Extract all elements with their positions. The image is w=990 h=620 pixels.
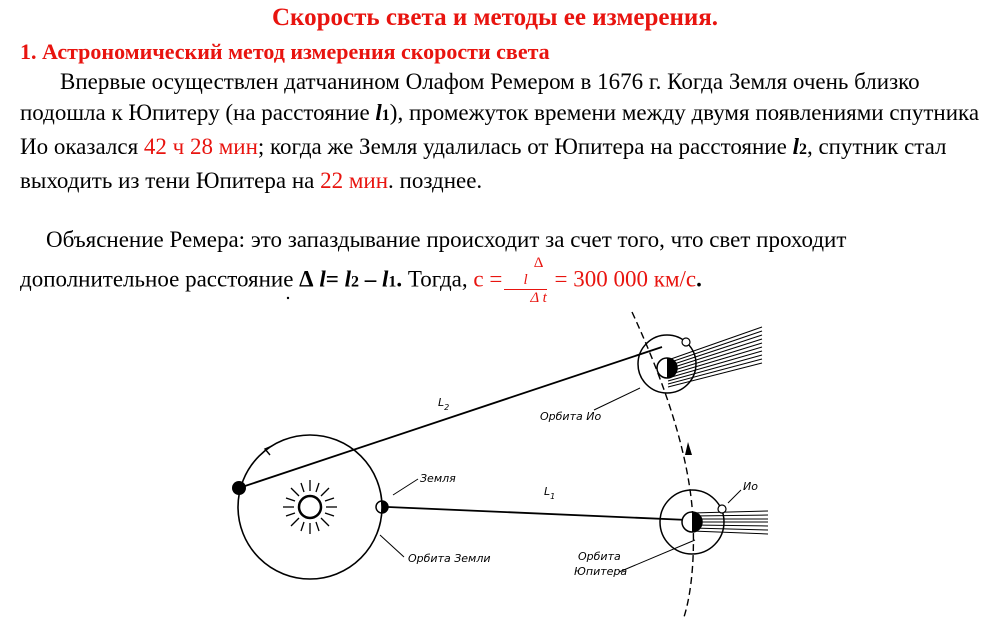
earth-orbit-leader <box>380 535 404 557</box>
label-l1: $L_1$ <box>544 485 556 501</box>
period-near-value: 42 ч 28 мин <box>143 134 258 159</box>
label-io-orbit: Орбита Ио <box>540 410 602 423</box>
label-jupiter-orbit-1: Орбита <box>578 550 621 563</box>
l2-subscript: 2 <box>798 141 807 158</box>
label-io: Ио <box>743 480 758 493</box>
io-bottom <box>718 505 726 513</box>
formula-l1-subscript: 1 <box>388 273 397 291</box>
earth-orbit <box>238 435 382 579</box>
io-top <box>682 338 690 346</box>
formula-l2-subscript: 2 <box>350 273 359 291</box>
minus-sign: – <box>358 266 382 292</box>
fraction-denominator: Δ t <box>530 290 547 306</box>
para2-text-1: Объяснение Ремера: это запаздывание происходит за счет того, что свет проходит дополнительное расстояние <box>20 227 847 292</box>
para1-text-3: ; когда же Земля удалилась от Юпитера на расстояние <box>257 134 793 159</box>
page-title: Скорость света и методы ее измерения. <box>271 4 719 31</box>
l1-symbol: l <box>375 100 382 125</box>
earth-leader <box>393 479 418 495</box>
label-l2: $L_2$ <box>438 396 450 412</box>
jupiter-orbit-arrow-icon <box>685 442 692 455</box>
c-equals: c = <box>473 266 503 292</box>
para1-text-4: , спутник стал выходить из тени Юпитера на <box>20 134 947 193</box>
line-l1 <box>388 507 688 520</box>
sun-icon <box>283 480 337 534</box>
para1-text-1: Впервые осуществлен датчанином Олафом Ремером в 1676 г. Когда Земля очень близко подошла к Юпитеру (на расстояние <box>20 69 920 125</box>
speed-result: = 300 000 км/с <box>548 266 697 292</box>
l2-symbol: l <box>792 134 799 159</box>
formula-dot: . <box>396 266 403 292</box>
label-jupiter-orbit-2: Юпитера <box>574 565 628 578</box>
section-heading: 1. Астрономический метод измерения скорости света <box>20 39 550 64</box>
delta-symbol: Δ <box>299 266 314 292</box>
io-orbit-leader <box>594 388 640 410</box>
para1-text-2: ), промежуток времени между двумя появлениями спутника Ио оказался <box>20 100 980 159</box>
formula-l1-symbol: l <box>381 266 389 292</box>
l1-subscript: 1 <box>381 107 390 124</box>
jupiter-top-shade <box>667 358 677 378</box>
para2-text-2: Тогда, <box>402 266 474 292</box>
delay-value: 22 мин <box>320 168 389 193</box>
label-earth: Земля <box>420 472 456 485</box>
delta-l-symbol: l <box>319 266 326 292</box>
label-earth-orbit: Орбита Земли <box>408 552 491 565</box>
jupiter-shadow-bottom <box>692 511 768 534</box>
stray-dot <box>287 297 289 299</box>
io-leader <box>728 490 741 503</box>
jupiter-orbit-leader <box>619 540 695 572</box>
formula-l2-symbol: l <box>344 266 351 292</box>
final-dot: . <box>696 266 702 292</box>
fraction-l: l <box>523 272 528 288</box>
para1-text-5: . позднее. <box>388 168 483 193</box>
jupiter-bottom-shade <box>692 512 702 532</box>
fraction-delta: Δ <box>533 255 544 271</box>
jupiter-shadow-top <box>668 327 762 387</box>
equals-sign: = <box>325 266 345 292</box>
